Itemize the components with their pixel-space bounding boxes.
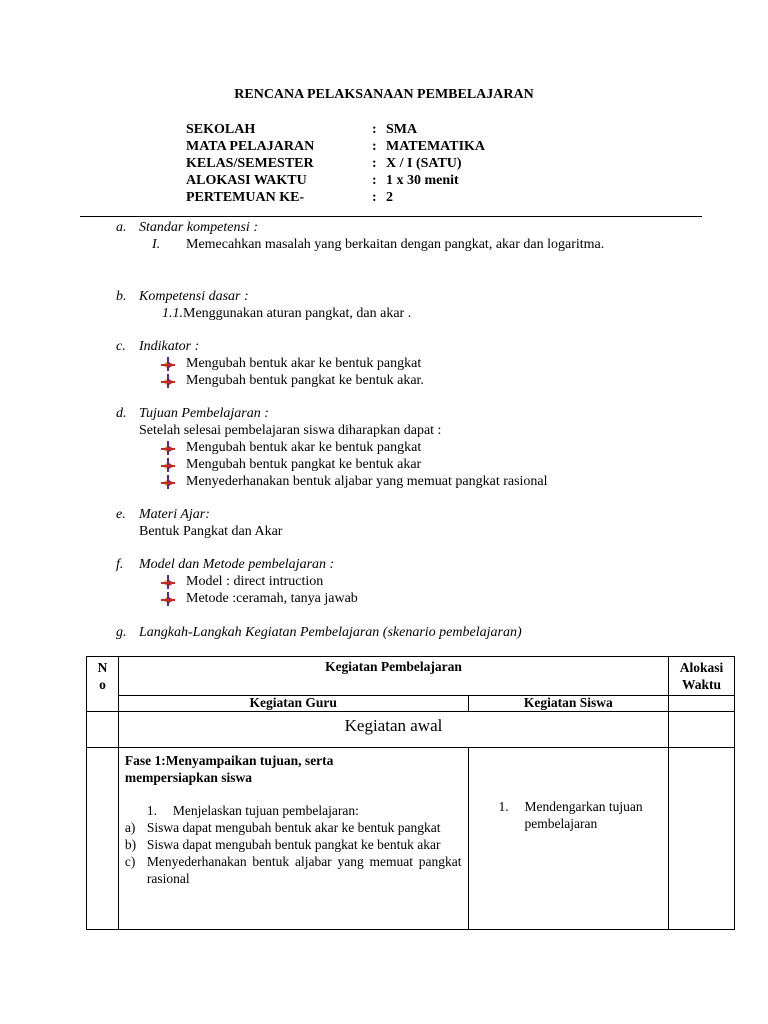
section-kompetensi-dasar: b. Kompetensi dasar : 1.1.Menggunakan aturan pangkat, dan akar . — [116, 289, 412, 321]
table-header-row — [87, 657, 735, 696]
section-indikator: c. Indikator : Mengubah bentuk akar ke bentuk pangkat Mengubah bentuk pangkat ke bentuk akar. — [116, 339, 424, 388]
table-row — [87, 748, 735, 930]
section-model-metode: f. Model dan Metode pembelajaran : Model : direct intruction Metode :ceramah, tanya jawab — [116, 557, 358, 606]
phase-title: Kegiatan awal — [118, 712, 668, 748]
activity-table — [86, 656, 735, 930]
identity-block — [186, 121, 485, 206]
list-item: Metode :ceramah, tanya jawab — [161, 590, 358, 607]
list-item: Model : direct intruction — [161, 573, 358, 590]
column-header-no: N o — [87, 657, 119, 712]
section-tujuan-pembelajaran: d. Tujuan Pembelajaran : Setelah selesai pembelajaran siswa diharapkan dapat : Mengubah bentuk akar ke bentuk pangkat Mengubah bentuk pangkat ke bentuk akar Menyederhanakan bentuk aljabar yang memuat pangkat rasional — [116, 406, 548, 489]
list-item: Mengubah bentuk akar ke bentuk pangkat — [161, 355, 424, 372]
list-item: c) Menyederhanakan bentuk aljabar yang memuat pangkat rasional — [124, 854, 462, 886]
table-subheader-row — [87, 696, 735, 712]
column-header-kegiatan: Kegiatan Pembelajaran — [118, 657, 668, 696]
list-item: 1. Mendengarkan tujuan pembelajaran — [498, 799, 643, 831]
info-row-alokasi: ALOKASI WAKTU : 1 x 30 menit — [186, 173, 459, 188]
arrow-bullet-icon — [161, 575, 175, 589]
subheader-siswa: Kegiatan Siswa — [468, 696, 669, 712]
section-langkah-kegiatan: g. Langkah-Langkah Kegiatan Pembelajaran (skenario pembelajaran) — [116, 625, 522, 640]
section-standar-kompetensi: a. Standar kompetensi : I. Memecahkan masalah yang berkaitan dengan pangkat, akar dan logaritma. — [116, 220, 605, 252]
arrow-bullet-icon — [161, 475, 175, 489]
list-item: b) Siswa dapat mengubah bentuk pangkat ke bentuk akar — [124, 837, 441, 852]
list-item: Mengubah bentuk akar ke bentuk pangkat — [161, 439, 548, 456]
arrow-bullet-icon — [161, 441, 175, 455]
arrow-bullet-icon — [161, 592, 175, 606]
list-item: Mengubah bentuk pangkat ke bentuk akar. — [161, 372, 424, 389]
subheader-guru: Kegiatan Guru — [118, 696, 468, 712]
list-item: a) Siswa dapat mengubah bentuk akar ke bentuk pangkat — [124, 820, 441, 835]
column-header-waktu: Alokasi Waktu — [669, 657, 735, 696]
document-title: RENCANA PELAKSANAAN PEMBELAJARAN — [234, 87, 534, 102]
info-row-kelas: KELAS/SEMESTER : X / I (SATU) — [186, 156, 462, 171]
list-item: Menyederhanakan bentuk aljabar yang memuat pangkat rasional — [161, 473, 548, 490]
info-row-mapel: MATA PELAJARAN : MATEMATIKA — [186, 139, 486, 154]
fase-heading: Fase 1:Menyampaikan tujuan, serta mempersiapkan siswa — [124, 753, 334, 785]
table-row — [87, 712, 735, 748]
section-materi-ajar: e. Materi Ajar: Bentuk Pangkat dan Akar — [116, 507, 283, 539]
arrow-bullet-icon — [161, 458, 175, 472]
kegiatan-guru-cell — [118, 748, 468, 930]
arrow-bullet-icon — [161, 374, 175, 388]
kegiatan-siswa-cell — [468, 748, 669, 930]
list-item: 1. Menjelaskan tujuan pembelajaran: — [146, 803, 359, 818]
horizontal-divider — [80, 216, 702, 217]
info-row-sekolah: SEKOLAH : SMA — [186, 122, 418, 137]
list-item: Mengubah bentuk pangkat ke bentuk akar — [161, 456, 548, 473]
arrow-bullet-icon — [161, 357, 175, 371]
info-row-pertemuan: PERTEMUAN KE- : 2 — [186, 190, 393, 205]
